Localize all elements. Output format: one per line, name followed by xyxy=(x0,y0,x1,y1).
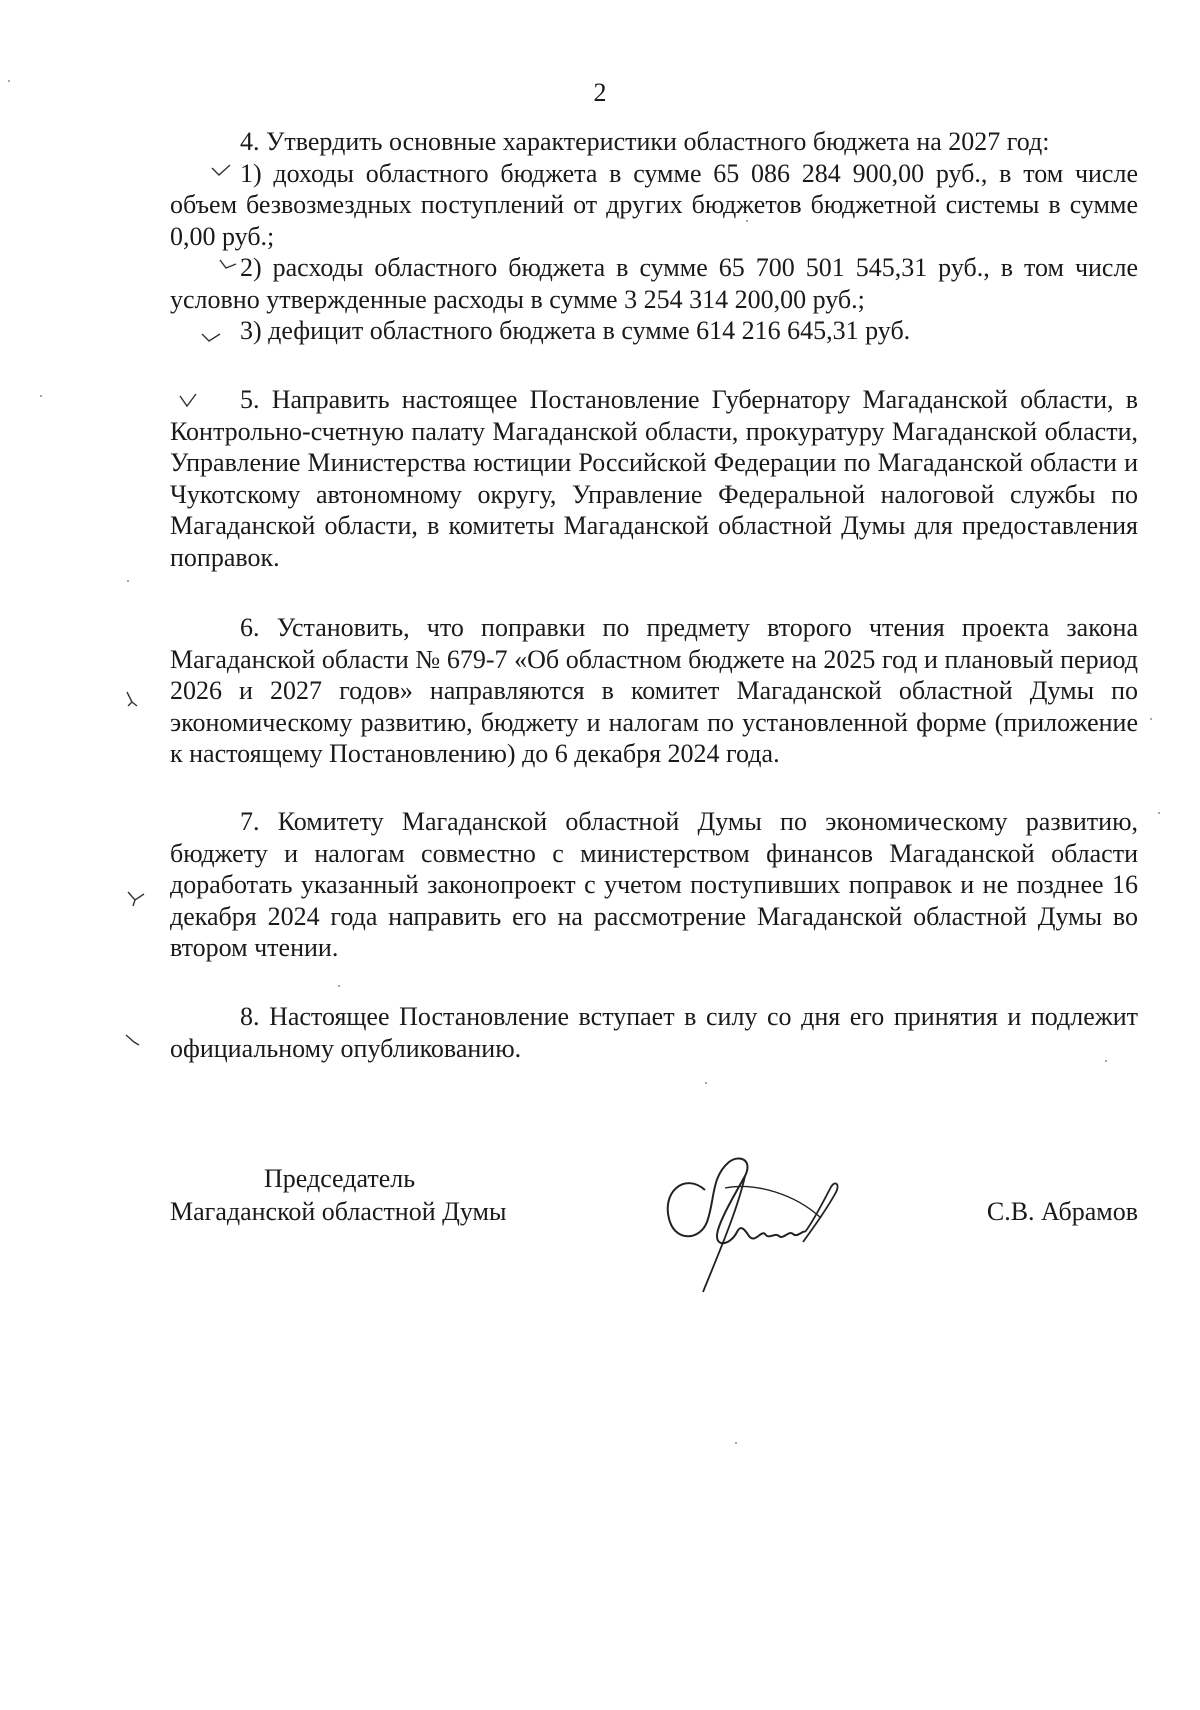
scan-speck xyxy=(735,1442,737,1444)
section-4-intro: 4. Утвердить основные характеристики областного бюджета на 2027 год: xyxy=(240,127,1050,156)
scan-speck xyxy=(1150,718,1152,720)
signatory-name: С.В. Абрамов xyxy=(986,1197,1138,1226)
margin-check-mark xyxy=(218,256,240,272)
scan-speck xyxy=(1105,1060,1107,1062)
margin-check-mark xyxy=(178,392,200,410)
scan-speck xyxy=(338,985,340,987)
section-4-item-2: 2) расходы областного бюджета в сумме 65 700 501 545,31 руб., в том числе условно утвержденные расходы в сумме 3 254 314 200,00 руб.; xyxy=(170,253,1138,314)
signatory-position-line-2: Магаданской областной Думы xyxy=(170,1197,507,1226)
margin-check-mark xyxy=(126,888,146,908)
section-4-item-3: 3) дефицит областного бюджета в сумме 614 216 645,31 руб. xyxy=(240,316,911,345)
page-number: 2 xyxy=(593,78,607,107)
section-5 xyxy=(170,384,1138,573)
section-6-text: 6. Установить, что поправки по предмету второго чтения проекта закона Магаданской области № 679-7 «Об областном бюджете на 2025 год и плановый период 2026 и 2027 годов» направляются в комитет Магаданской областной Думы по экономическому развитию, бюджету и налогам по установленной форме (приложение к настоящему Постановлению) до 6 декабря 2024 года. xyxy=(170,613,1138,768)
section-7-text: 7. Комитету Магаданской областной Думы по экономическому развитию, бюджету и налогам совместно с министерством финансов Магаданской области доработать указанный законопроект с учетом поступивших поправок и не позднее 16 декабря 2024 года направить его на рассмотрение Магаданской областной Думы во втором чтении. xyxy=(170,807,1138,962)
signature-block xyxy=(170,1162,1138,1342)
section-8-text: 8. Настоящее Постановление вступает в силу со дня его принятия и подлежит официальному опубликованию. xyxy=(170,1002,1138,1063)
section-6 xyxy=(170,612,1138,770)
margin-check-mark xyxy=(210,162,232,178)
section-4-item-1: 1) доходы областного бюджета в сумме 65 086 284 900,00 руб., в том числе объем безвозмездных поступлений от других бюджетов бюджетной системы в сумме 0,00 руб.; xyxy=(170,158,1138,251)
section-4 xyxy=(170,126,1138,347)
scan-speck xyxy=(40,395,42,397)
scan-speck xyxy=(1158,812,1160,814)
margin-check-mark xyxy=(124,1032,142,1048)
section-7 xyxy=(170,806,1138,964)
scan-speck xyxy=(8,80,10,82)
scan-speck xyxy=(127,580,129,582)
signatory-position xyxy=(170,1162,590,1228)
handwritten-signature xyxy=(645,1132,885,1302)
margin-check-mark xyxy=(124,690,140,708)
section-8 xyxy=(170,1001,1138,1064)
signatory-position-line-1: Председатель xyxy=(264,1164,416,1193)
scan-speck xyxy=(746,220,748,222)
margin-check-mark xyxy=(200,328,222,344)
scan-speck xyxy=(705,1082,707,1084)
section-5-text: 5. Направить настоящее Постановление Губернатору Магаданской области, в Контрольно-счетную палату Магаданской области, прокуратуру Магаданской области, Управление Министерства юстиции Российской Федерации по Магаданской области и Чукотскому автономному округу, Управление Федеральной налоговой службы по Магаданской области, в комитеты Магаданской областной Думы для предоставления поправок. xyxy=(170,385,1138,572)
